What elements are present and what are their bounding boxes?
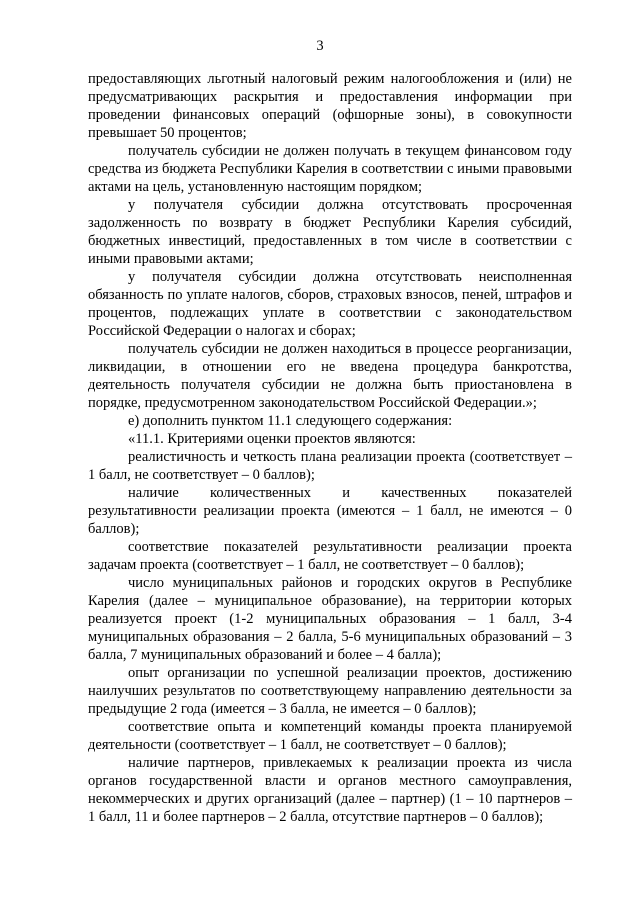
paragraph-criterion-team: соответствие опыта и компетенций команды проекта планируемой деятельности (соответствует – 1 балл, не соответствует – 0 баллов); [88, 719, 572, 753]
paragraph-criteria-heading: «11.1. Критериями оценки проектов являются: [128, 431, 416, 447]
paragraph-no-overdue-debt: у получателя субсидии должна отсутствовать просроченная задолженность по возврату в бюджет Республики Карелия субсидий, бюджетных инвестиций, предоставленных в том числе в соответствии с иными правовыми актами; [88, 197, 572, 267]
paragraph-offshore-continuation: предоставляющих льготный налоговый режим налогообложения и (или) не предусматривающих раскрытия и предоставления информации при проведении финансовых операций (офшорные зоны), в совокупности превышает 50 процентов; [88, 71, 572, 141]
paragraph-criterion-partners: наличие партнеров, привлекаемых к реализации проекта из числа органов государственной власти и органов местного самоуправления, некоммерческих и других организаций (далее – партнер) (1 – 10 партнеров – 1 балл, 11 и более партнеров – 2 балла, отсутствие партнеров – 0 баллов); [88, 755, 572, 825]
paragraph-criterion-plan: реалистичность и четкость плана реализации проекта (соответствует – 1 балл, не соответствует – 0 баллов); [88, 449, 572, 483]
paragraph-no-reorganization: получатель субсидии не должен находиться в процессе реорганизации, ликвидации, в отношении его не введена процедура банкротства, деятельность получателя субсидии не должна быть приостановлена в порядке, предусмотренном законодательством Российской Федерации.»; [88, 341, 572, 411]
page-number: 3 [316, 38, 324, 54]
paragraph-criterion-experience: опыт организации по успешной реализации проектов, достижению наилучших результатов по соответствующему направлению деятельности за предыдущие 2 года (имеется – 3 балла, не имеется – 0 баллов); [88, 665, 572, 717]
paragraph-amendment-e: е) дополнить пунктом 11.1 следующего содержания: [128, 413, 453, 429]
paragraph-criterion-indicators-match: соответствие показателей результативности реализации проекта задачам проекта (соответствует – 1 балл, не соответствует – 0 баллов); [88, 539, 572, 573]
paragraph-no-tax-arrears: у получателя субсидии должна отсутствовать неисполненная обязанность по уплате налогов, сборов, страховых взносов, пеней, штрафов и процентов, подлежащих уплате в соответствии с законодательством Российской Федерации о налогах и сборах; [88, 269, 572, 339]
document-body [88, 70, 572, 826]
paragraph-no-budget-funds: получатель субсидии не должен получать в текущем финансовом году средства из бюджета Республики Карелия в соответствии с иными правовыми актами на цель, установленную настоящим порядком; [88, 143, 572, 195]
paragraph-criterion-municipalities: число муниципальных районов и городских округов в Республике Карелия (далее – муниципальное образование), на территории которых реализуется проект (1-2 муниципальных образования – 1 балл, 3-4 муниципальных образования – 2 балла, 5-6 муниципальных образований – 3 балла, 7 муниципальных образований и более – 4 балла); [88, 575, 572, 663]
paragraph-criterion-indicators: наличие количественных и качественных показателей результативности реализации проекта (имеются – 1 балл, не имеются – 0 баллов); [88, 485, 572, 537]
